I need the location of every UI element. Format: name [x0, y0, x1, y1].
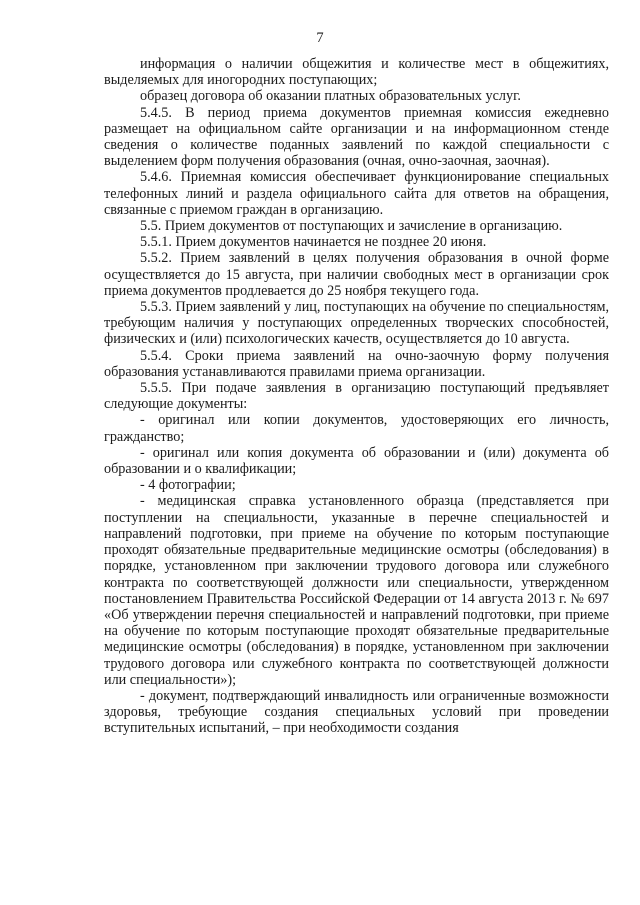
paragraph-5-5-4: 5.5.4. Сроки приема заявлений на очно-заочную форму получения образования устанавливаются правилами приема организации. — [104, 347, 609, 380]
paragraph-5-5: 5.5. Прием документов от поступающих и зачисление в организацию. — [140, 218, 563, 235]
paragraph-dormitory-info: информация о наличии общежития и количестве мест в общежитиях, выделяемых для иногородних поступающих; — [104, 56, 609, 89]
page-number: 7 — [316, 30, 324, 46]
paragraph-5-5-3: 5.5.3. Прием заявлений у лиц, поступающих на обучение по специальностям, требующим наличия у поступающих определенных творческих способностей, физических и (или) психологических качеств, осуществляется до 10 августа. — [104, 299, 609, 348]
list-item-photos: - 4 фотографии; — [140, 477, 236, 494]
paragraph-5-5-5: 5.5.5. При подаче заявления в организацию поступающий предъявляет следующие документы: — [104, 380, 609, 413]
paragraph-5-5-2: 5.5.2. Прием заявлений в целях получения образования в очной форме осуществляется до 15 августа, при наличии свободных мест в организации срок приема документов продлевается до 25 ноября текущего года. — [104, 250, 609, 299]
paragraph-5-4-5: 5.4.5. В период приема документов приемная комиссия ежедневно размещает на официальном сайте организации и на информационном стенде сведения о количестве поданных заявлений по каждой специальности с выделением форм получения образования (очная, очно-заочная, заочная). — [104, 104, 609, 170]
list-item-disability-document: - документ, подтверждающий инвалидность или ограниченные возможности здоровья, требующие создания специальных условий при проведении вступительных испытаний, – при необходимости создания — [104, 687, 609, 737]
list-item-medical-certificate: - медицинская справка установленного образца (представляется при поступлении на специальности, указанные в перечне специальностей и направлений подготовки, при приеме на обучение по которым поступающие проходят обязательные предварительные медицинские осмотры (обследования) в порядке, установленном при заключении трудового договора или служебного контракта по соответствующей должности или специальности, утвержденном постановлением Правительства Российской Федерации от 14 августа 2013 г. № 697 «Об утверждении перечня специальностей и направлений подготовки, при приеме на обучение по которым поступающие проходят обязательные предварительные медицинские осмотры (обследования) в порядке, установленном при заключении трудового договора или служебного контракта по соответствующей должности или специальности»); — [104, 493, 609, 688]
list-item-education-document: - оригинал или копия документа об образовании и (или) документа об образовании и о квалификации; — [104, 444, 609, 478]
paragraph-5-5-1: 5.5.1. Прием документов начинается не позднее 20 июня. — [140, 234, 487, 251]
paragraph-5-4-6: 5.4.6. Приемная комиссия обеспечивает функционирование специальных телефонных линий и раздела официального сайта для ответов на обращения, связанные с приемом граждан в организацию. — [104, 169, 609, 218]
document-body — [104, 56, 609, 737]
paragraph-contract-sample: образец договора об оказании платных образовательных услуг. — [140, 88, 521, 105]
list-item-identity-documents: - оригинал или копии документов, удостоверяющих его личность, гражданство; — [104, 412, 609, 445]
